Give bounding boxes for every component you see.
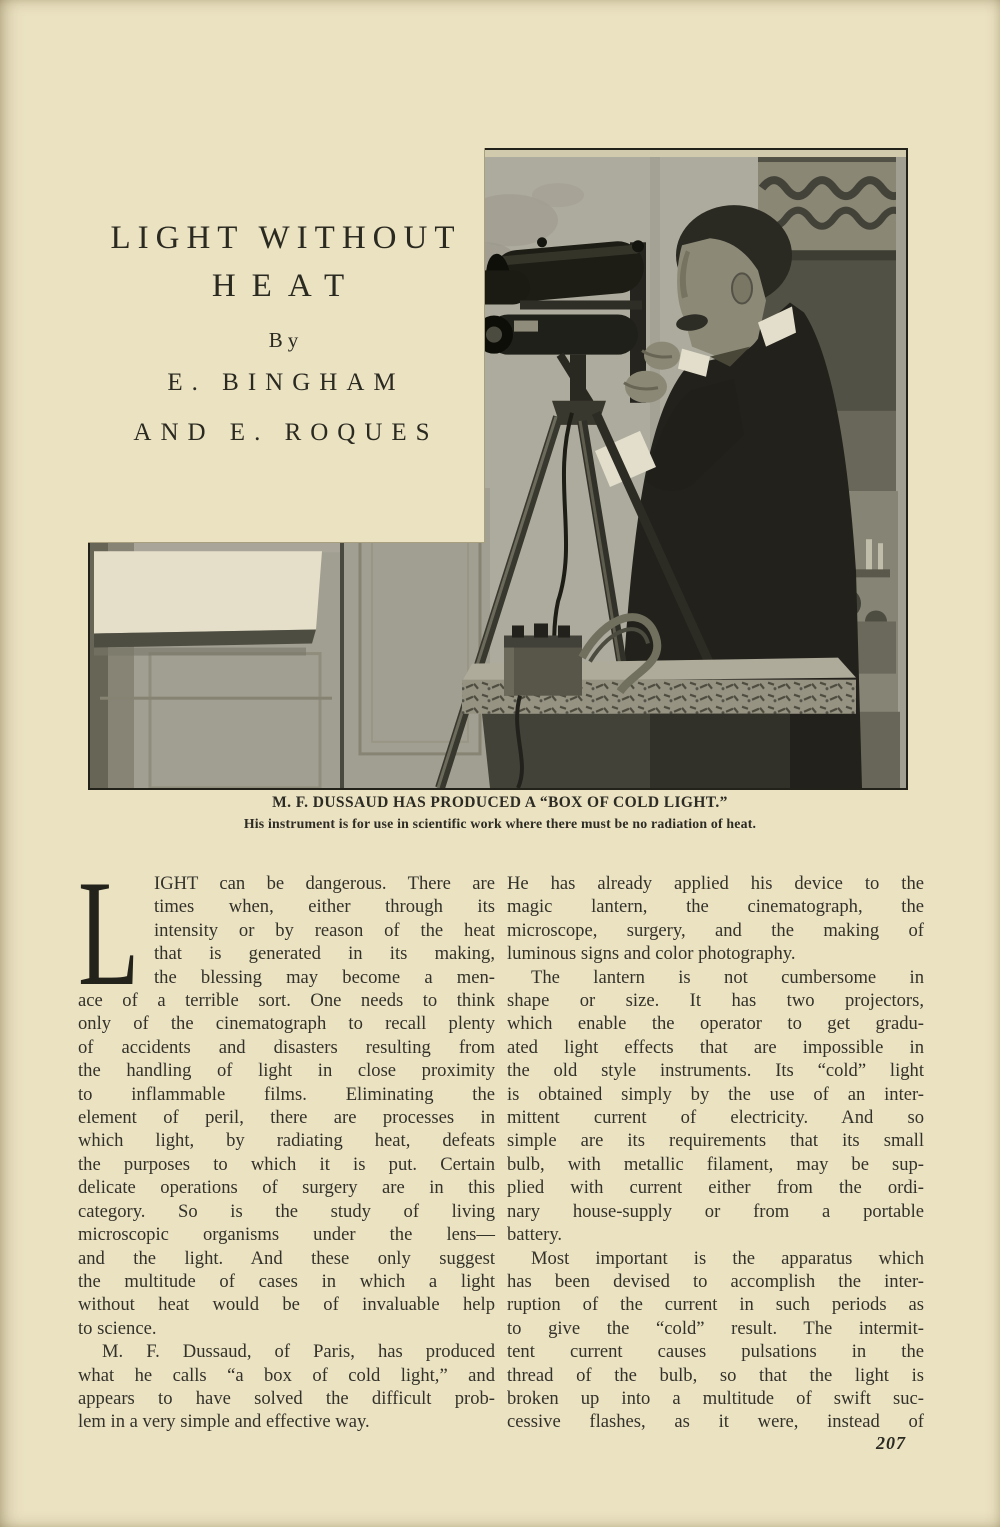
text-line: luminous signs and color photography. bbox=[507, 943, 796, 965]
title-block bbox=[88, 148, 485, 543]
text-line: to science. bbox=[78, 1317, 157, 1339]
text-line: battery. bbox=[507, 1224, 563, 1246]
text-line: M. F. Dussaud, of Paris, has produced bbox=[102, 1341, 495, 1363]
text-line: is obtained simply by the use of an inter- bbox=[507, 1083, 924, 1105]
text-line: to give the “cold” result. The intermit- bbox=[507, 1317, 924, 1339]
text-line: the blessing may become a men- bbox=[154, 966, 495, 988]
text-line: cessive flashes, as it were, instead of bbox=[507, 1411, 924, 1433]
text-line: has been devised to accomplish the inter- bbox=[507, 1270, 924, 1292]
byline: By bbox=[268, 328, 304, 352]
article-title-line1: LIGHT WITHOUT bbox=[110, 220, 462, 256]
paragraph bbox=[78, 1340, 495, 1434]
text-line: and the light. And these only suggest bbox=[78, 1247, 495, 1269]
page-number: 207 bbox=[876, 1433, 906, 1453]
text-line: mittent current of electricity. And so bbox=[507, 1107, 924, 1129]
text-line: ruption of the current in such periods as bbox=[507, 1294, 924, 1316]
paragraph bbox=[78, 849, 495, 1340]
text-line: plied with current either from the ordi- bbox=[507, 1177, 924, 1199]
text-line: ace of a terrible sort. One needs to think bbox=[78, 990, 495, 1012]
text-line: Most important is the apparatus which bbox=[531, 1247, 924, 1269]
article-photo-figure bbox=[88, 148, 908, 790]
photo-caption-subtitle: His instrument is for use in scientific work where there must be no radiation of heat. bbox=[243, 816, 757, 831]
text-line: tent current causes pulsations in the bbox=[507, 1341, 924, 1363]
left-column bbox=[78, 849, 495, 1434]
text-line: the old style instruments. Its “cold” light bbox=[507, 1060, 924, 1082]
right-column bbox=[507, 872, 924, 1434]
text-line: ated light effects that are impossible in bbox=[507, 1036, 924, 1058]
text-line: which enable the operator to get gradu- bbox=[507, 1013, 924, 1035]
text-line: IGHT can be dangerous. There are bbox=[154, 873, 495, 894]
paragraph bbox=[507, 966, 924, 1247]
text-line: the handling of light in close proximity bbox=[78, 1060, 495, 1082]
text-line: shape or size. It has two projectors, bbox=[507, 990, 924, 1012]
text-line: magic lantern, the cinematograph, the bbox=[507, 896, 924, 918]
text-line: broken up into a multitude of swift suc- bbox=[507, 1387, 924, 1409]
left-column-text bbox=[78, 849, 495, 1434]
drop-cap: L bbox=[78, 849, 140, 1017]
text-line: appears to have solved the difficult prob- bbox=[78, 1387, 495, 1409]
text-line: delicate operations of surgery are in this bbox=[78, 1177, 495, 1199]
text-line: the multitude of cases in which a light bbox=[78, 1270, 495, 1292]
text-line: the purposes to which it is put. Certain bbox=[78, 1153, 495, 1175]
text-line: microscope, surgery, and the making of bbox=[507, 919, 924, 941]
text-line: microscopic organisms under the lens— bbox=[78, 1224, 495, 1246]
paragraph bbox=[507, 1247, 924, 1434]
article-body bbox=[78, 849, 924, 1434]
right-column-text bbox=[507, 872, 924, 1434]
text-line: nary house-supply or from a portable bbox=[507, 1200, 924, 1222]
author-name-1: E. BINGHAM bbox=[167, 369, 405, 396]
photo-caption-title: M. F. DUSSAUD HAS PRODUCED A “BOX OF COLD LIGHT.” bbox=[272, 794, 728, 811]
text-line: only of the cinematograph to recall plenty bbox=[78, 1013, 495, 1035]
article-title-line2: HEAT bbox=[211, 268, 361, 304]
text-line: element of peril, there are processes in bbox=[78, 1107, 495, 1129]
text-line: intensity or by reason of the heat bbox=[154, 919, 495, 941]
text-line: times when, either through its bbox=[154, 896, 495, 918]
text-line: He has already applied his device to the bbox=[507, 873, 924, 894]
text-line: without heat would be of invaluable help bbox=[78, 1294, 495, 1316]
text-line: to inflammable films. Eliminating the bbox=[78, 1083, 495, 1105]
text-line: thread of the bulb, so that the light is bbox=[507, 1364, 924, 1386]
text-line: what he calls “a box of cold light,” and bbox=[78, 1364, 495, 1386]
text-line: simple are its requirements that its small bbox=[507, 1130, 924, 1152]
text-line: of accidents and disasters resulting from bbox=[78, 1036, 495, 1058]
text-line: which light, by radiating heat, defeats bbox=[78, 1130, 495, 1152]
text-line: bulb, with metallic filament, may be sup- bbox=[507, 1153, 924, 1175]
text-line: The lantern is not cumbersome in bbox=[531, 966, 924, 988]
paragraph bbox=[507, 872, 924, 966]
author-name-2: AND E. ROQUES bbox=[133, 419, 439, 446]
text-line: lem in a very simple and effective way. bbox=[78, 1411, 370, 1433]
photo-caption bbox=[0, 794, 1000, 832]
text-line: that is generated in its making, bbox=[154, 943, 495, 965]
text-line: category. So is the study of living bbox=[78, 1200, 495, 1222]
